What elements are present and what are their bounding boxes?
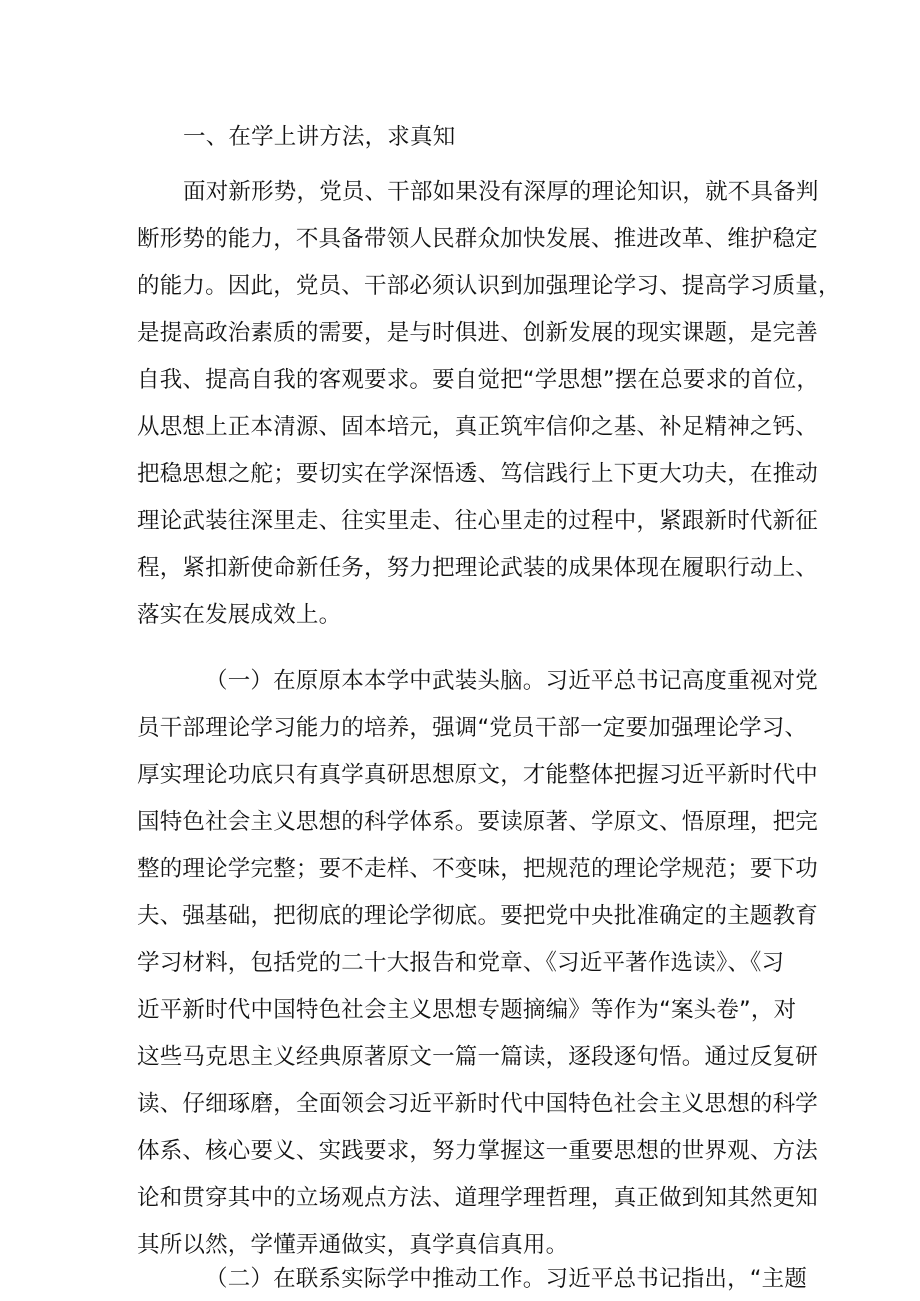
paragraph-1-line: 断形势的能力，不具备带领人民群众加快发展、推进改革、维护稳定 [137, 226, 819, 252]
paragraph-2-line: 论和贯穿其中的立场观点方法、道理学理哲理，真正做到知其然更知 [137, 1185, 819, 1211]
paragraph-2-line: 读、仔细琢磨，全面领会习近平新时代中国特色社会主义思想的科学 [137, 1091, 819, 1117]
paragraph-3-line: （二）在联系实际学中推动工作。习近平总书记指出，“主题 [205, 1266, 808, 1292]
paragraph-1-line: 面对新形势，党员、干部如果没有深厚的理论知识，就不具备判 [183, 179, 819, 205]
paragraph-2-line: 夫、强基础，把彻底的理论学彻底。要把党中央批准确定的主题教育 [137, 903, 819, 929]
paragraph-2-line: 国特色社会主义思想的科学体系。要读原著、学原文、悟原理，把完 [137, 809, 819, 835]
section-heading: 一、在学上讲方法，求真知 [183, 124, 456, 150]
paragraph-2-line: 近平新时代中国特色社会主义思想专题摘编》等作为“案头卷”，对 [137, 997, 797, 1023]
paragraph-2-line: 这些马克思主义经典原著原文一篇一篇读，逐段逐句悟。通过反复研 [137, 1044, 819, 1070]
paragraph-1-line: 落实在发展成效上。 [137, 602, 342, 628]
paragraph-2-line: 体系、核心要义、实践要求，努力掌握这一重要思想的世界观、方法 [137, 1138, 819, 1164]
paragraph-1-line: 把稳思想之舵；要切实在学深悟透、笃信践行上下更大功夫，在推动 [137, 461, 819, 487]
paragraph-1-line: 理论武装往深里走、往实里走、往心里走的过程中，紧跟新时代新征 [137, 508, 819, 534]
paragraph-2-line: 厚实理论功底只有真学真研思想原文，才能整体把握习近平新时代中 [137, 762, 819, 788]
paragraph-2-line: 整的理论学完整；要不走样、不变味，把规范的理论学规范；要下功 [137, 856, 819, 882]
paragraph-2-line: 员干部理论学习能力的培养，强调“党员干部一定要加强理论学习、 [137, 715, 808, 741]
paragraph-1-line: 自我、提高自我的客观要求。要自觉把“学思想”摆在总要求的首位， [137, 367, 820, 393]
paragraph-2-line: 其所以然，学懂弄通做实，真学真信真用。 [137, 1232, 569, 1258]
paragraph-1-line: 的能力。因此，党员、干部必须认识到加强理论学习、提高学习质量， [137, 273, 841, 299]
paragraph-2-line: （一）在原原本本学中武装头脑。习近平总书记高度重视对党 [205, 668, 818, 694]
paragraph-1-line: 从思想上正本清源、固本培元，真正筑牢信仰之基、补足精神之钙、 [137, 414, 819, 440]
paragraph-1-line: 程，紧扣新使命新任务，努力把理论武装的成果体现在履职行动上、 [137, 555, 819, 581]
paragraph-1-line: 是提高政治素质的需要，是与时俱进、创新发展的现实课题，是完善 [137, 320, 819, 346]
paragraph-2-line: 学习材料，包括党的二十大报告和党章、《习近平著作选读》、《习 [137, 950, 785, 976]
